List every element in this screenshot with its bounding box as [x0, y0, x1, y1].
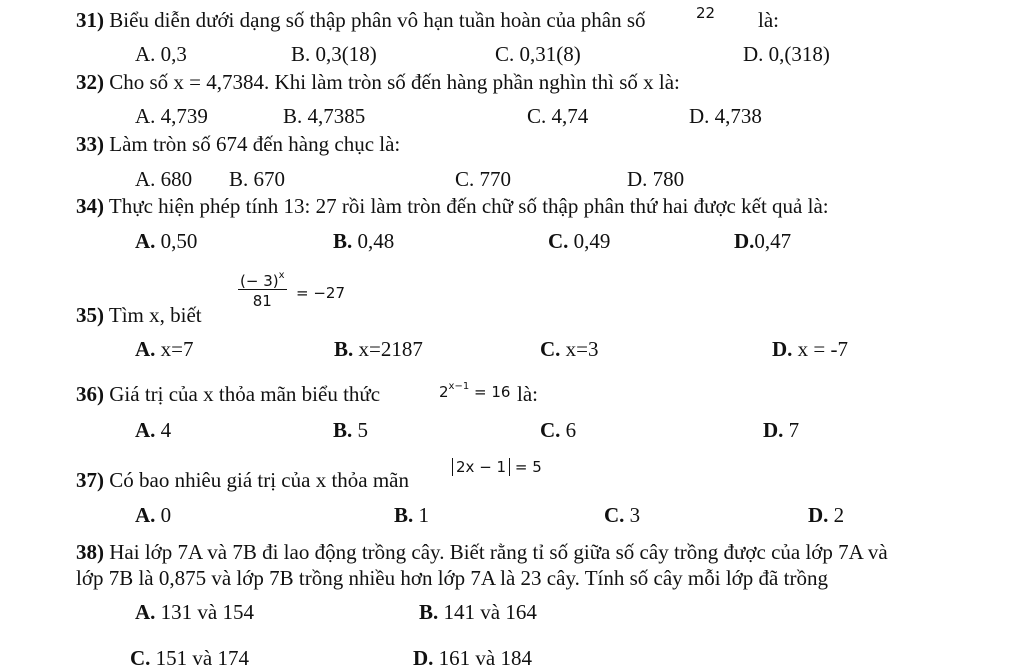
question-33	[76, 134, 400, 155]
question-text: Cho số x = 4,7384. Khi làm tròn số đến hàng phần nghìn thì số x là:	[109, 70, 680, 94]
question-38	[76, 542, 888, 563]
option-38-c: C. 151 và 174	[130, 646, 249, 670]
question-text: Thực hiện phép tính 13: 27 rồi làm tròn đến chữ số thập phân thứ hai được kết quả là:	[108, 194, 829, 218]
option-33-a: A. 680	[135, 167, 193, 191]
option-34-d: D.0,47	[734, 229, 792, 253]
option-letter: B.	[291, 42, 311, 66]
option-35-c: C. x=3	[540, 337, 599, 361]
question-34	[76, 196, 829, 217]
option-32-d: D. 4,738	[689, 104, 762, 128]
option-37-a: A. 0	[135, 503, 172, 527]
question-37	[76, 470, 409, 491]
question-number: 32)	[76, 70, 104, 94]
option-36-a: A. 4	[135, 418, 172, 442]
option-32-c: C. 4,74	[527, 104, 589, 128]
option-38-a: A. 131 và 154	[135, 600, 254, 624]
question-32	[76, 72, 680, 93]
option-36-d: D. 7	[763, 418, 800, 442]
question-number: 31)	[76, 8, 104, 32]
option-31-c	[495, 44, 581, 65]
option-37-c: C. 3	[604, 503, 641, 527]
formula-35-rhs: = −27	[296, 284, 345, 302]
formula-numerator: (− 3)$^x$	[240, 270, 285, 290]
fraction-denominator: 22	[696, 4, 716, 22]
option-34-c: C. 0,49	[548, 229, 611, 253]
option-35-b: B. x=2187	[334, 337, 423, 361]
option-letter: D.	[743, 42, 764, 66]
option-34-b: B. 0,48	[333, 229, 395, 253]
question-text: Biểu diễn dưới dạng số thập phân vô hạn tuần hoàn của phân số	[109, 8, 646, 32]
option-31-a	[135, 44, 187, 65]
formula-denominator: 81	[252, 292, 272, 310]
question-31	[76, 10, 646, 31]
formula-35-fraction	[238, 271, 287, 309]
option-value: 0,(318)	[768, 42, 830, 66]
formula-37: 2x − 1 = 5	[452, 460, 542, 475]
question-text: Tìm x, biết	[108, 303, 202, 327]
option-letter: C.	[495, 42, 515, 66]
option-36-c: C. 6	[540, 418, 577, 442]
option-34-a: A. 0,50	[135, 229, 198, 253]
option-letter: A.	[135, 42, 156, 66]
question-text-line-2: lớp 7B là 0,875 và lớp 7B trồng nhiều hơn lớp 7A là 23 cây. Tính số cây mỗi lớp đã trồng	[76, 566, 828, 590]
option-value: 0,3	[160, 42, 187, 66]
question-text-line-1: Hai lớp 7A và 7B đi lao động trồng cây. Biết rằng tỉ số giữa số cây trồng được của lớp 7A và	[109, 540, 888, 564]
option-35-d: D. x = -7	[772, 337, 849, 361]
question-suffix: là:	[758, 8, 779, 32]
question-text: Giá trị của x thỏa mãn biểu thức	[109, 382, 381, 406]
option-33-d: D. 780	[627, 167, 685, 191]
absolute-value: 2x − 1	[452, 458, 510, 476]
option-32-a: A. 4,739	[135, 104, 208, 128]
question-35	[76, 305, 202, 326]
question-number: 36)	[76, 382, 104, 406]
option-31-d	[743, 44, 830, 65]
option-33-b: B. 670	[229, 167, 286, 191]
formula-36: $2^{x-1} = 16$	[439, 381, 511, 401]
fraction-7-22	[696, 0, 715, 21]
option-36-b: B. 5	[333, 418, 369, 442]
option-35-a: A. x=7	[135, 337, 194, 361]
question-number: 34)	[76, 194, 104, 218]
option-value: 0,31(8)	[519, 42, 581, 66]
question-text: Có bao nhiêu giá trị của x thỏa mãn	[109, 468, 410, 492]
option-value: 0,3(18)	[315, 42, 377, 66]
option-37-b: B. 1	[394, 503, 430, 527]
option-38-d: D. 161 và 184	[413, 646, 532, 670]
option-31-b	[291, 44, 377, 65]
option-33-c: C. 770	[455, 167, 512, 191]
option-37-d: D. 2	[808, 503, 845, 527]
question-number: 33)	[76, 132, 104, 156]
option-38-b: B. 141 và 164	[419, 600, 537, 624]
question-number: 35)	[76, 303, 104, 327]
question-suffix: là:	[517, 382, 538, 406]
question-36	[76, 384, 380, 405]
question-number: 37)	[76, 468, 104, 492]
option-32-b: B. 4,7385	[283, 104, 366, 128]
question-number: 38)	[76, 540, 104, 564]
question-text: Làm tròn số 674 đến hàng chục là:	[109, 132, 401, 156]
